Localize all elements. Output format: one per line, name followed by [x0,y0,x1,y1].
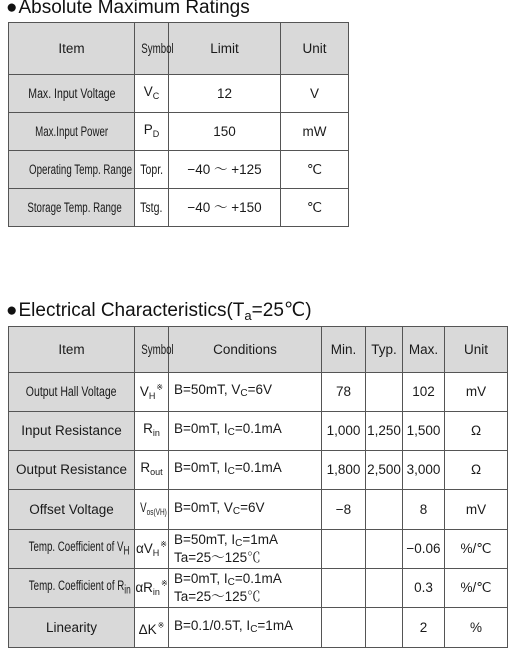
limit-cell: −40 ～ +125 [169,151,281,189]
table-row [9,373,508,412]
symbol-cell: $R_{in}$ [135,412,169,451]
item-cell: Output Hall Voltage [9,373,135,412]
max-cell: 102 [403,373,445,412]
min-cell [322,530,366,569]
table-header-row [9,327,508,373]
bullet-icon: ● [6,0,18,18]
conditions-cell: B=0mT, $I_C=0.1mA$ Ta=25～125℃ [169,569,322,608]
unit-cell: ℃ [281,189,349,227]
item-cell: Storage Temp. Range [9,189,135,227]
symbol-cell: $\alpha R_{in}^※$ [135,569,169,608]
min-cell: 78 [322,373,366,412]
unit-cell: %/℃ [445,569,508,608]
table-row [9,151,349,189]
col-header-max: Max. [403,327,445,373]
min-cell: 1,800 [322,451,366,490]
symbol-cell: $\alpha V_H^※$ [135,530,169,569]
item-cell: Offset Voltage [9,490,135,530]
conditions-cell: B=0mT, $V_C=6V$ [169,490,322,530]
max-cell: 0.3 [403,569,445,608]
symbol-cell: Tstg. [135,189,169,227]
unit-cell: mV [445,490,508,530]
unit-cell: Ω [445,451,508,490]
min-cell [322,608,366,648]
table-row [9,75,349,113]
item-cell: Input Resistance [9,412,135,451]
item-cell: Operating Temp. Range [9,151,135,189]
item-cell: Max.Input Power [9,113,135,151]
symbol-cell: $V_C$ [135,75,169,113]
item-cell: Output Resistance [9,451,135,490]
col-header-conditions: Conditions [169,327,322,373]
symbol-cell: $V_{os(VH)}$ [135,490,169,530]
item-cell: Linearity [9,608,135,648]
table-row [9,490,508,530]
typ-cell: 1,250 [366,412,403,451]
unit-cell: ℃ [281,151,349,189]
limit-cell: −40 ～ +150 [169,189,281,227]
table-row [9,412,508,451]
col-header-item: Item [9,23,135,75]
abs-max-table [8,22,349,227]
col-header-symbol: Symbol [135,327,169,373]
min-cell: −8 [322,490,366,530]
col-header-item: Item [9,327,135,373]
typ-cell [366,530,403,569]
max-cell: −0.06 [403,530,445,569]
conditions-cell: B=50mT, $V_C=6V$ [169,373,322,412]
col-header-unit: Unit [445,327,508,373]
table-row [9,569,508,608]
limit-cell: 150 [169,113,281,151]
conditions-cell: B=50mT, $I_C=1mA$ Ta=25～125℃ [169,530,322,569]
typ-cell [366,373,403,412]
max-cell: 8 [403,490,445,530]
col-header-unit: Unit [281,23,349,75]
min-cell: 1,000 [322,412,366,451]
symbol-cell: $P_D$ [135,113,169,151]
unit-cell: Ω [445,412,508,451]
conditions-cell: B=0.1/0.5T, $I_C=1mA$ [169,608,322,648]
min-cell [322,569,366,608]
typ-cell [366,490,403,530]
max-cell: 2 [403,608,445,648]
symbol-cell: Topr. [135,151,169,189]
elec-char-table [8,326,508,648]
max-cell: 1,500 [403,412,445,451]
symbol-cell: $R_{out}$ [135,451,169,490]
table-row [9,451,508,490]
bullet-icon: ● [6,300,18,321]
symbol-cell: $V_H^※$ [135,373,169,412]
conditions-cell: B=0mT, $I_C=0.1mA$ [169,412,322,451]
col-header-min: Min. [322,327,366,373]
col-header-symbol: Symbol [135,23,169,75]
max-cell: 3,000 [403,451,445,490]
col-header-typ: Typ. [366,327,403,373]
elec-char-heading [6,301,312,322]
table-row [9,530,508,569]
limit-cell: 12 [169,75,281,113]
table-header-row [9,23,349,75]
abs-max-heading [6,0,250,18]
unit-cell: %/℃ [445,530,508,569]
elec-char-title: Electrical Characteristics [18,300,227,321]
symbol-cell: ΔK※ [135,608,169,648]
item-cell: Max. Input Voltage [9,75,135,113]
table-row [9,189,349,227]
unit-cell: % [445,608,508,648]
conditions-cell: B=0mT, $I_C=0.1mA$ [169,451,322,490]
typ-cell: 2,500 [366,451,403,490]
typ-cell [366,608,403,648]
elec-char-condition: $(T_a=25℃)$ [226,300,312,323]
col-header-limit: Limit [169,23,281,75]
unit-cell: mW [281,113,349,151]
typ-cell [366,569,403,608]
unit-cell: V [281,75,349,113]
item-cell: Temp. Coefficient of $V_H$ [9,530,135,569]
unit-cell: mV [445,373,508,412]
abs-max-title: Absolute Maximum Ratings [18,0,250,18]
table-row [9,608,508,648]
table-row [9,113,349,151]
item-cell: Temp. Coefficient of $R_{in}$ [9,569,135,608]
